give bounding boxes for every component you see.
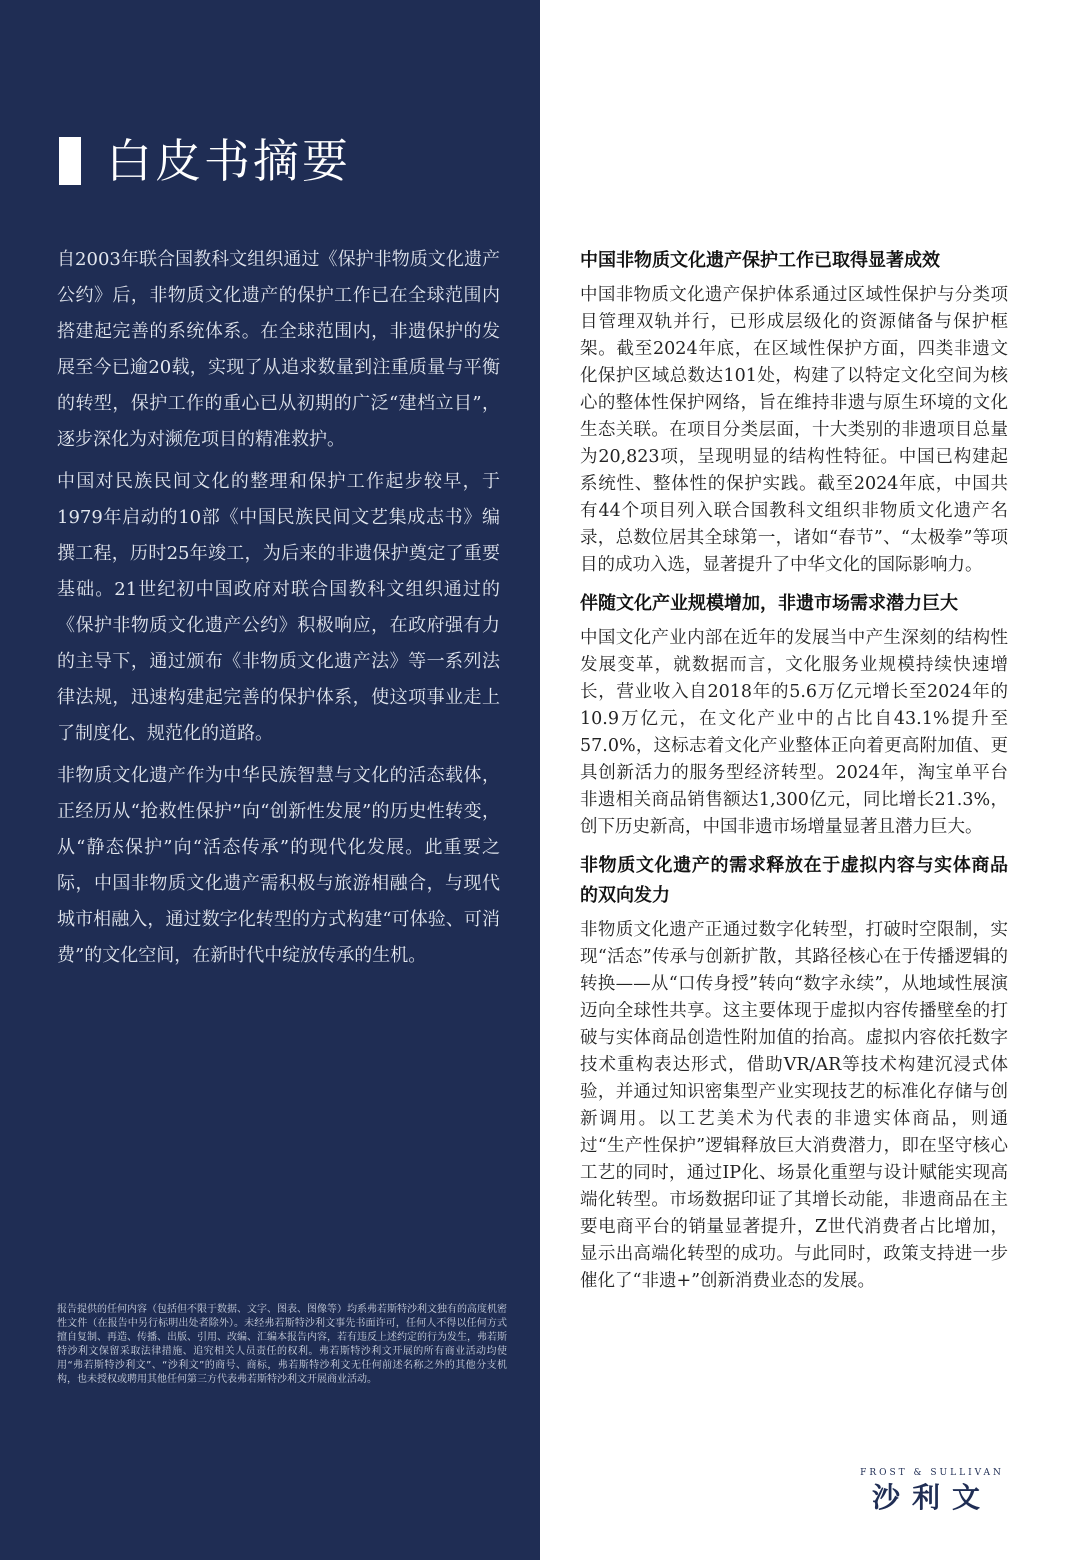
section-body: 中国文化产业内部在近年的发展当中产生深刻的结构性发展变革，就数据而言，文化服务业规模持续快速增长，营业收入自2018年的5.6万亿元增长至2024年的10.9万亿元，在文化产业中的占比自43.1%提升至57.0%，这标志着文化产业整体正向着更高附加值、更具创新活力的服务型经济转型。2024年，淘宝单平台非遗相关商品销售额达1,300亿元，同比增长21.3%，创下历史新高，中国非遗市场增量显著且潜力巨大。: [580, 628, 1008, 837]
left-paragraph-2: 中国对民族民间文化的整理和保护工作起步较早，于1979年启动的10部《中国民族民间文艺集成志书》编撰工程，历时25年竣工，为后来的非遗保护奠定了重要基础。21世纪初中国政府对联合国教科文组织通过的《保护非物质文化遗产公约》积极响应，在政府强有力的主导下，通过颁布《非物质文化遗产法》等一系列法律法规，迅速构建起完善的保护体系，使这项事业走上了制度化、规范化的道路。: [57, 471, 500, 744]
section-body: 非物质文化遗产正通过数字化转型，打破时空限制，实现“活态”传承与创新扩散，其路径核心在于传播逻辑的转换——从“口传身授”转向“数字永续”，从地域性展演迈向全球性共享。这主要体现于虚拟内容传播壁垒的打破与实体商品创造性附加值的抬高。虚拟内容依托数字技术重构表达形式，借助VR/AR等技术构建沉浸式体验，并通过知识密集型产业实现技艺的标准化存储与创新调用。以工艺美术为代表的非遗实体商品，则通过“生产性保护”逻辑释放巨大消费潜力，即在坚守核心工艺的同时，通过IP化、场景化重塑与设计赋能实现高端化转型。市场数据印证了其增长动能，非遗商品在主要电商平台的销量显著提升，Z世代消费者占比增加，显示出高端化转型的成功。与此同时，政策支持进一步催化了“非遗+”创新消费业态的发展。: [580, 920, 1008, 1291]
section-heading: 中国非物质文化遗产保护工作已取得显著成效: [580, 250, 940, 271]
section-heading: 非物质文化遗产的需求释放在于虚拟内容与实体商品的双向发力: [580, 855, 1008, 906]
section-body: 中国非物质文化遗产保护体系通过区域性保护与分类项目管理双轨并行，已形成层级化的资源储备与保护框架。截至2024年底，在区域性保护方面，四类非遗文化保护区域总数达101处，构建了以特定文化空间为核心的整体性保护网络，旨在维持非遗与原生环境的文化生态关联。在项目分类层面，十大类别的非遗项目总量为20,823项，呈现明显的结构性特征。中国已构建起系统性、整体性的保护实践。截至2024年底，中国共有44个项目列入联合国教科文组织非物质文化遗产名录，总数位居其全球第一，诸如“春节”、“太极拳”等项目的成功入选，显著提升了中华文化的国际影响力。: [580, 285, 1008, 575]
page-title: 白皮书摘要: [106, 134, 351, 188]
left-paragraph-3: 非物质文化遗产作为中华民族智慧与文化的活态载体，正经历从“抢救性保护”向“创新性发展”的历史性转变，从“静态保护”向“活态传承”的现代化发展。此重要之际，中国非物质文化遗产需积极与旅游相融合，与现代城市相融入，通过数字化转型的方式构建“可体验、可消费”的文化空间，在新时代中绽放传承的生机。: [57, 765, 500, 966]
section-market-demand: [580, 589, 1008, 841]
section-protection-results: [580, 246, 1008, 579]
logo-chinese: 沙利文: [871, 1481, 992, 1514]
disclaimer: 报告提供的任何内容（包括但不限于数据、文字、图表、图像等）均系弗若斯特沙利文独有的高度机密性文件（在报告中另行标明出处者除外）。未经弗若斯特沙利文事先书面许可，任何人不得以任何方式擅自复制、再造、传播、出版、引用、改编、汇编本报告内容，若有违反上述约定的行为发生，弗若斯特沙利文保留采取法律措施、追究相关人员责任的权利。弗若斯特沙利文开展的所有商业活动均使用“弗若斯特沙利文”、“沙利文”的商号、商标，弗若斯特沙利文无任何前述名称之外的其他分支机构，也未授权或聘用其他任何第三方代表弗若斯特沙利文开展商业活动。: [57, 1304, 507, 1385]
left-summary-text: [57, 242, 500, 980]
logo-english: FROST & SULLIVAN: [860, 1468, 1004, 1478]
left-paragraph-1: 自2003年联合国教科文组织通过《保护非物质文化遗产公约》后，非物质文化遗产的保护工作已在全球范围内搭建起完善的系统体系。在全球范围内，非遗保护的发展至今已逾20载，实现了从追求数量到注重质量与平衡的转型，保护工作的重心已从初期的广泛“建档立目”，逐步深化为对濒危项目的精准救护。: [57, 249, 500, 450]
section-virtual-physical: [580, 851, 1008, 1295]
section-heading: 伴随文化产业规模增加，非遗市场需求潜力巨大: [580, 593, 958, 614]
frost-sullivan-logo: [832, 1466, 1032, 1516]
title-accent-bar: [59, 137, 81, 185]
right-column: [580, 246, 1008, 1305]
